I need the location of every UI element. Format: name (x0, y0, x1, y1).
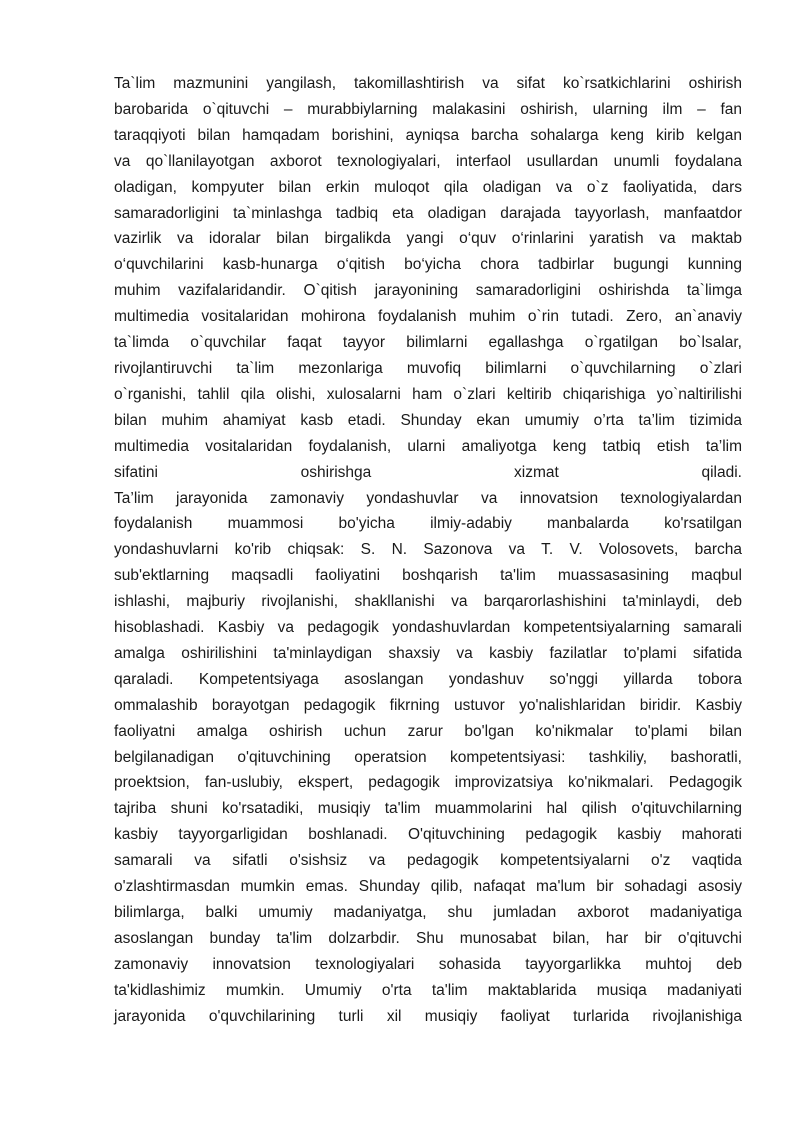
text-line: barobarida o`qituvchi – murabbiylarning malakasini oshirish, ularning ilm – fan (114, 100, 742, 118)
text-line: hisoblashadi. Kasbiy va pedagogik yondashuvlardan kompetentsiyalarning samarali (114, 619, 742, 637)
paragraph-2 (114, 486, 742, 1030)
text-line: zamonaviy innovatsion texnologiyalari sohasida tayyorgarlikka muhtoj deb (114, 955, 742, 973)
text-line: muhim vazifalaridandir. O`qitish jarayonining samaradorligini oshirishda ta`limga (114, 282, 742, 300)
text-line: faoliyatni amalga oshirish uchun zarur bo'lgan ko'nikmalar to'plami bilan (114, 722, 742, 740)
text-line: taraqqiyoti bilan hamqadam borishini, ayniqsa barcha sohalarga keng kirib kelgan (114, 126, 742, 144)
text-line: rivojlantiruvchi ta`lim mezonlariga muvofiq bilimlarni o`quvchilarning o`zlari (114, 359, 742, 377)
text-line: samaradorligini ta`minlashga tadbiq eta oladigan darajada tayyorlash, manfaatdor (114, 204, 742, 222)
text-line: proektsion, fan-uslubiy, ekspert, pedagogik improvizatsiya ko'nikmalari. Pedagogik (114, 774, 742, 792)
text-line: multimedia vositalaridan mohirona foydalanish muhim o`rin tutadi. Zero, an`anaviy (114, 308, 742, 326)
text-line: samarali va sifatli o'sishsiz va pedagogik kompetentsiyalarni o'z vaqtida (114, 852, 742, 870)
text-line: va qo`llanilayotgan axborot texnologiyalari, interfaol usullardan unumli foydalana (114, 152, 742, 170)
text-line: ishlashi, majburiy rivojlanishi, shakllanishi va barqarorlashishini ta'minlaydi, deb (114, 593, 742, 611)
text-line: Ta`lim mazmunini yangilash, takomillashtirish va sifat ko`rsatkichlarini oshirish (114, 75, 742, 92)
paragraph-1 (114, 71, 742, 486)
text-line: vazirlik va idoralar bilan birgalikda yangi o‘quv o‘rinlarini yaratish va maktab (114, 230, 742, 248)
text-line: sifatini oshirishga xizmat qiladi. (114, 463, 742, 481)
text-line: ta`limda o`quvchilar faqat tayyor bilimlarni egallashga o`rgatilgan bo`lsalar, (114, 334, 742, 352)
text-line: oladigan, kompyuter bilan erkin muloqot qila oladigan va o`z faoliyatida, dars (114, 178, 742, 196)
text-line: tajriba shuni ko'rsatadiki, musiqiy ta'lim muammolarini hal qilish o'qituvchilarning (114, 800, 742, 818)
text-line: belgilanadigan o'qituvchining operatsion kompetentsiyasi: tashkiliy, bashoratli, (114, 748, 742, 766)
text-line: bilimlarga, balki umumiy madaniyatga, shu jumladan axborot madaniyatiga (114, 904, 742, 921)
text-line: foydalanish muammosi bo'yicha ilmiy-adabiy manbalarda ko'rsatilgan (114, 515, 742, 533)
text-line: amalga oshirilishini ta'minlaydigan shaxsiy va kasbiy fazilatlar to'plami sifatida (114, 644, 742, 662)
text-line: qaraladi. Kompetentsiyaga asoslangan yondashuv so'nggi yillarda tobora (114, 670, 742, 688)
text-line: o‘quvchilarini kasb-hunarga o‘qitish bo‘yicha chora tadbirlar bugungi kunning (114, 256, 742, 274)
text-line: ommalashib borayotgan pedagogik fikrning ustuvor yo'nalishlaridan biridir. Kasbiy (114, 696, 742, 714)
text-line: sub'ektlarning maqsadli faoliyatini boshqarish ta'lim muassasasining maqbul (114, 567, 742, 585)
text-line: jarayonida o'quvchilarining turli xil musiqiy faoliyat turlarida rivojlanishiga (114, 1007, 742, 1025)
text-line: o`rganishi, tahlil qila olishi, xulosalarni ham o`zlari keltirib chiqarishiga yo`naltirilishi (114, 385, 742, 403)
text-line: o'zlashtirmasdan mumkin emas. Shunday qilib, nafaqat ma'lum bir sohadagi asosiy (114, 878, 742, 896)
text-line: bilan muhim ahamiyat kasb etadi. Shunday ekan umumiy o’rta ta’lim tizimida (114, 411, 742, 429)
text-line: multimedia vositalaridan foydalanish, ularni amaliyotga keng tatbiq etish ta’lim (114, 437, 742, 455)
text-line: Ta’lim jarayonida zamonaviy yondashuvlar va innovatsion texnologiyalardan (114, 489, 742, 507)
text-line: asoslangan bunday ta'lim dolzarbdir. Shu munosabat bilan, har bir o'qituvchi (114, 929, 742, 947)
text-line: yondashuvlarni ko'rib chiqsak: S. N. Sazonova va T. V. Volosovets, barcha (114, 541, 742, 559)
body-text (114, 71, 742, 1030)
text-line: ta'kidlashimiz mumkin. Umumiy o'rta ta'lim maktablarida musiqa madaniyati (114, 981, 742, 999)
text-line: kasbiy tayyorgarligidan boshlanadi. O'qituvchining pedagogik kasbiy mahorati (114, 826, 742, 844)
